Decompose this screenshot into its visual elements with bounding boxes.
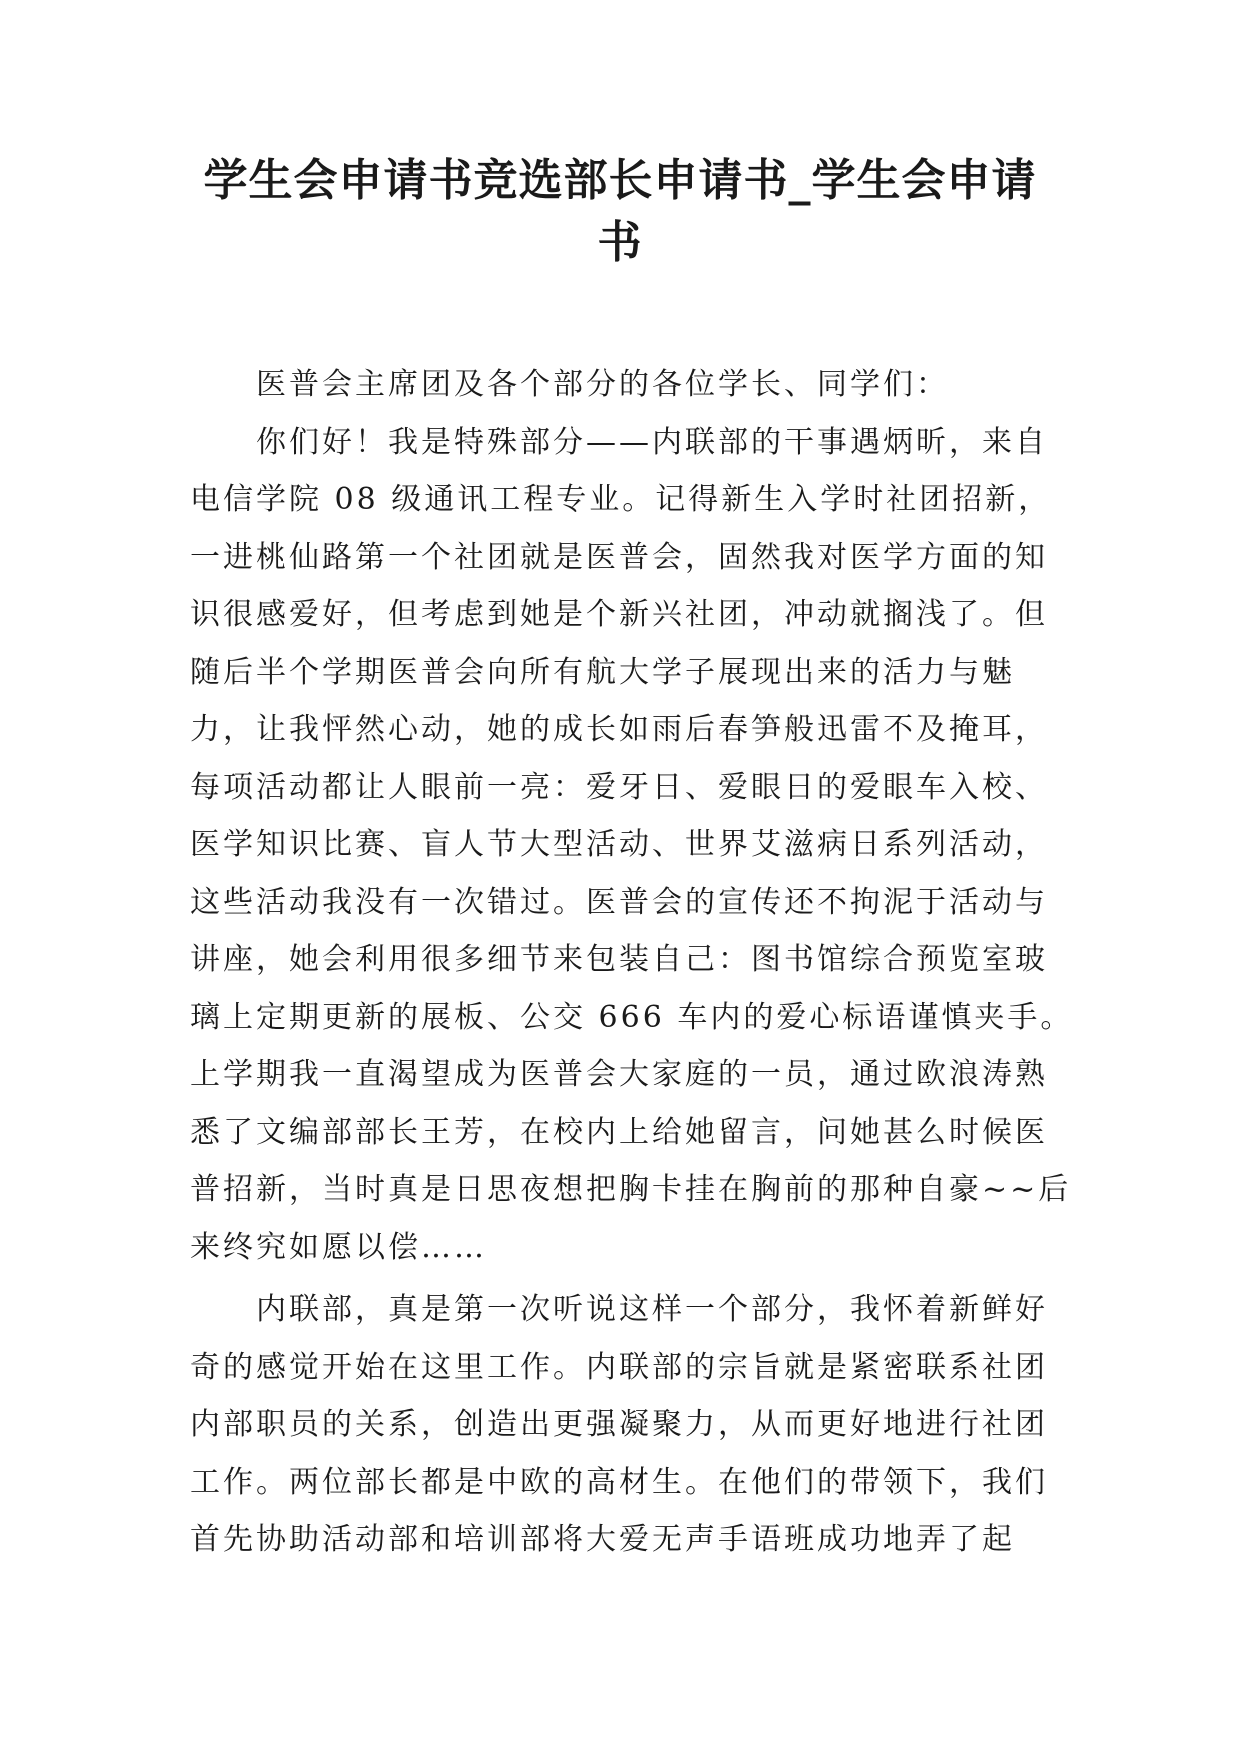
title-line: 书 [597,217,643,268]
text-line: 首先协助活动部和培训部将大爱无声手语班成功地弄了起 [190,1522,1015,1557]
text-line: 识很感爱好，但考虑到她是个新兴社团，冲动就搁浅了。但 [190,597,1048,632]
text-line: 璃上定期更新的展板、公交 666 车内的爱心标语谨慎夹手。 [190,999,1074,1035]
text-line: 医普会主席团及各个部分的各位学长、同学们： [256,367,949,402]
text-line: 你们好！我是特殊部分——内联部的干事遇炳昕，来自 [256,424,1048,460]
text-line: 电信学院 08 级通讯工程专业。记得新生入学时社团招新， [190,482,1052,517]
text-line: 随后半个学期医普会向所有航大学子展现出来的活力与魅 [190,654,1015,690]
title-line: 学生会申请书竞选部长申请书_学生会申请 [203,155,1037,206]
text-line: 每项活动都让人眼前一亮：爱牙日、爱眼日的爱眼车入校、 [190,769,1048,805]
body-paragraph [190,1281,1060,1569]
text-line: 普招新，当时真是日思夜想把胸卡挂在胸前的那种自豪~~后 [190,1172,1072,1207]
text-line: 医学知识比赛、盲人节大型活动、世界艾滋病日系列活动， [190,827,1048,862]
text-line: 力，让我怦然心动，她的成长如雨后春笋般迅雷不及掩耳， [190,712,1048,747]
text-line: 一进桃仙路第一个社团就是医普会，固然我对医学方面的知 [190,539,1048,575]
text-line: 这些活动我没有一次错过。医普会的宣传还不拘泥于活动与 [190,884,1048,920]
text-line: 内联部，真是第一次听说这样一个部分，我怀着新鲜好 [256,1292,1048,1327]
text-line: 上学期我一直渴望成为医普会大家庭的一员，通过欧浪涛熟 [190,1057,1048,1092]
salutation-paragraph [190,356,1060,414]
document-body [190,356,1074,1569]
text-line: 来终究如愿以偿…… [190,1229,487,1265]
text-line: 悉了文编部部长王芳，在校内上给她留言，问她甚么时候医 [190,1114,1048,1150]
text-line: 讲座，她会利用很多细节来包装自己：图书馆综合预览室玻 [190,942,1048,977]
body-paragraph [190,414,1074,1277]
text-line: 工作。两位部长都是中欧的高材生。在他们的带领下，我们 [190,1464,1048,1500]
text-line: 奇的感觉开始在这里工作。内联部的宗旨就是紧密联系社团 [190,1349,1048,1385]
text-line: 内部职员的关系，创造出更强凝聚力，从而更好地进行社团 [190,1407,1048,1442]
document-title [190,150,1050,274]
